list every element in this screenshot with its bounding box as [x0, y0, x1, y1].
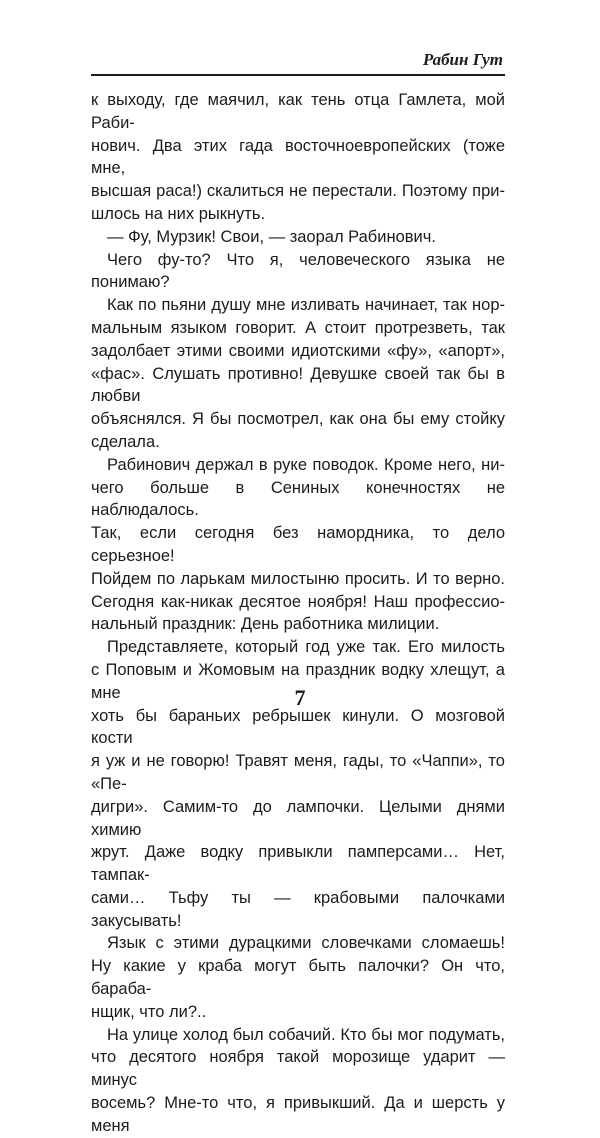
text-line: нович. Два этих гада восточноевропейских (тоже мне, [91, 136, 505, 178]
text-line: Рабинович держал в руке поводок. Кроме него, ни- [107, 455, 505, 474]
text-line: шлось на них рыкнуть. [91, 204, 266, 223]
text-line: к выходу, где маячил, как тень отца Гамлета, мой Раби- [91, 91, 505, 132]
text-line: мальным языком говорит. А стоит протрезветь, так [91, 318, 505, 337]
text-line: Пойдем по ларькам милостыню просить. И то верно. [91, 569, 505, 588]
text-line: сами… Тьфу ты — крабовыми палочками закусывать! [91, 888, 505, 930]
text-line: «фас». Слушать противно! Девушке своей так бы в любви [91, 364, 505, 406]
text-line: — Фу, Мурзик! Свои, — заорал Рабинович. [107, 227, 436, 246]
text-line: восемь? Мне-то что, я привыкший. Да и шерсть у меня [91, 1094, 505, 1135]
text-line: Чего фу-то? Что я, человеческого языка не понимаю? [91, 250, 505, 292]
page-number: 7 [294, 685, 306, 710]
text-line: жрут. Даже водку привыкли памперсами… Нет, тампак- [91, 843, 505, 885]
text-line: задолбает этими своими идиотскими «фу», «апорт», [91, 341, 505, 360]
text-line: Как по пьяни душу мне изливать начинает, так нор- [107, 296, 505, 315]
text-line: чего больше в Сениных конечностях не наблюдалось. [91, 478, 505, 520]
body-text [91, 89, 505, 1138]
text-line: высшая раса!) скалиться не перестали. Поэтому при- [91, 182, 505, 201]
text-line: На улице холод был собачий. Кто бы мог подумать, [107, 1025, 505, 1044]
text-line: нщик, что ли?.. [91, 1002, 207, 1021]
running-head [91, 50, 505, 76]
text-line: Сегодня как-никак десятое ноября! Наш профессио- [91, 592, 505, 611]
text-line: Язык с этими дурацкими словечками сломаешь! [107, 934, 505, 953]
text-line: сделала. [91, 432, 160, 451]
text-line: Так, если сегодня без намордника, то дело серьезное! [91, 524, 505, 565]
text-line: нальный праздник: День работника милиции. [91, 615, 440, 634]
text-line: Представляете, который год уже так. Его милость [107, 638, 505, 657]
text-line: хоть бы бараньих ребрышек кинули. О мозговой кости [91, 706, 505, 748]
text-line: я уж и не говорю! Травят меня, гады, то «Чаппи», то «Пе- [91, 752, 505, 793]
text-line: Ну какие у краба могут быть палочки? Он что, бараба- [91, 957, 505, 999]
text-line: дигри». Самим-то до лампочки. Целыми днями химию [91, 797, 505, 839]
running-head-title: Рабин Гут [422, 50, 503, 69]
text-line: с Поповым и Жомовым на праздник водку хлещут, а мне [91, 660, 505, 702]
text-line: что десятого ноября такой морозище ударит — минус [91, 1048, 505, 1090]
text-line: объяснялся. Я бы посмотрел, как она бы ему стойку [91, 410, 505, 429]
